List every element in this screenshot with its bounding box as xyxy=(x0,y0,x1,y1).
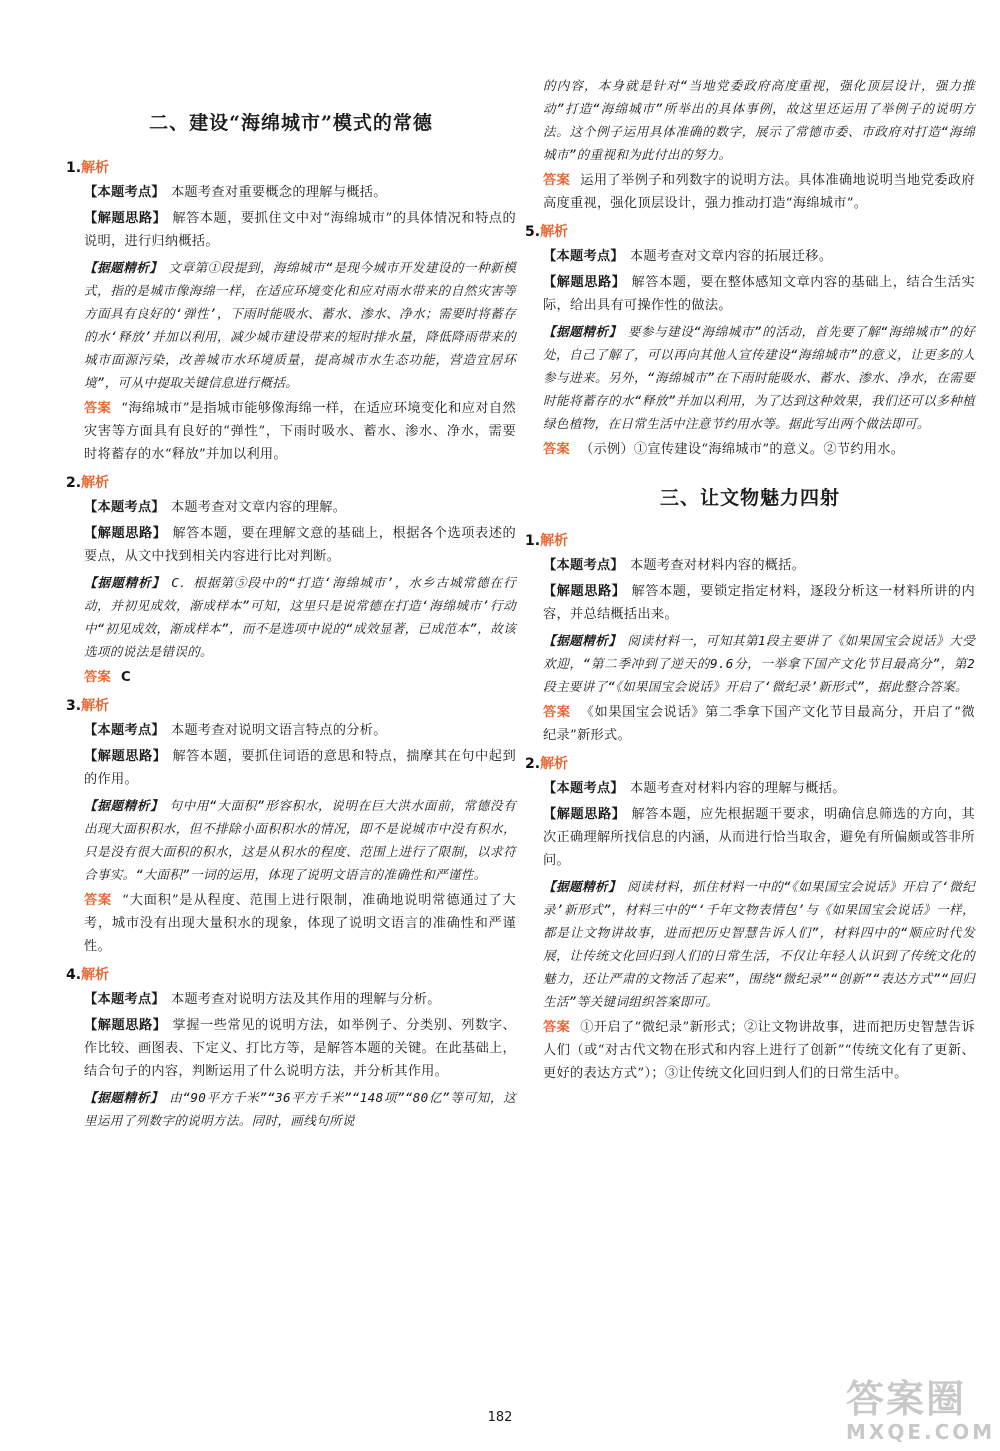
answer-paragraph: 答案 （示例）①宣传建设“海绵城市”的意义。②节约用水。 xyxy=(543,442,905,457)
answer-paragraph: 答案 “海绵城市”是指城市能够像海绵一样，在适应环境变化和应对自然灾害等方面具有良好的“弹性”，下雨时吸水、蓄水、渗水、净水，需要时将蓄存的水“释放”并加以利用。 xyxy=(84,401,516,462)
question-1-header xyxy=(66,157,516,179)
continuation-paragraph: 的内容，本身就是针对“当地党委政府高度重视，强化顶层设计，强力推动”打造“海绵城市”所举出的具体事例，故这里还运用了举例子的说明方法。这个例子运用具体准确的数字，展示了常德市委、市政府对打造“海绵城市”的重视和为此付出的努力。 xyxy=(543,78,975,162)
question-2-header: 2.解析 xyxy=(66,475,110,491)
approach-paragraph: 【解题思路】 解答本题，要在整体感知文章内容的基础上，结合生活实际，给出具有可操作性的做法。 xyxy=(543,275,975,313)
section-title-3: 三、让文物魅力四射 xyxy=(659,487,840,509)
approach-paragraph: 【解题思路】 解答本题，要抓住词语的意思和特点，揣摩其在句中起到的作用。 xyxy=(84,749,516,787)
analysis-paragraph: 【据题精析】 要参与建设“海绵城市”的活动，首先要了解“海绵城市”的好处，自己了解了，可以再向其他人宣传建设“海绵城市”的意义，让更多的人参与进来。另外，“海绵城市”在下雨时能吸水、蓄水、渗水、净水，在需要时能将蓄存的水“释放”并加以利用，为了达到这种效果，我们还可以多种植绿色植物，在日常生活中注意节约用水等。据此写出两个做法即可。 xyxy=(543,324,975,431)
question-number: 1. xyxy=(66,160,82,176)
point-paragraph: 【本题考点】 本题考查对说明方法及其作用的理解与分析。 xyxy=(84,992,441,1007)
analysis-paragraph: 【据题精析】 由“90平方千米”“36平方千米”“148项”“80亿”等可知，这里运用了列数字的说明方法。同时，画线句所说 xyxy=(84,1090,516,1128)
watermark-logo xyxy=(846,1377,996,1447)
answer-paragraph: 答案 ①开启了“微纪录”新形式；②让文物讲故事，进而把历史智慧告诉人们（或“对古代文物在形式和内容上进行了创新”“传统文化有了更新、更好的表达方式”）；③让传统文化回归到人们的日常生活中。 xyxy=(543,1020,975,1081)
point-paragraph: 【本题考点】 本题考查对重要概念的理解与概括。 xyxy=(84,185,387,200)
approach-paragraph: 【解题思路】 解答本题，要抓住文中对“海绵城市”的具体情况和特点的说明，进行归纳概括。 xyxy=(84,211,516,249)
question-4-header: 4.解析 xyxy=(66,967,110,983)
point-paragraph: 【本题考点】 本题考查对文章内容的理解。 xyxy=(84,500,347,515)
question-5-header: 5.解析 xyxy=(525,224,569,240)
point-paragraph: 【本题考点】 本题考查对说明文语言特点的分析。 xyxy=(84,723,387,738)
analysis-paragraph: 【据题精析】 句中用“大面积”形容积水，说明在巨大洪水面前，常德没有出现大面积积水，但不排除小面积积水的情况，即不是说城市中没有积水，只是没有很大面积的积水，这是从积水的程度、范围上进行了限制，以求符合事实。“大面积”一词的运用，体现了说明文语言的准确性和严谨性。 xyxy=(84,798,516,882)
page-number: 182 xyxy=(487,1410,513,1425)
point-paragraph: 【本题考点】 本题考查对材料内容的理解与概括。 xyxy=(543,781,846,796)
watermark-en: MXQE.COM xyxy=(846,1420,996,1444)
point-paragraph: 【本题考点】 本题考查对文章内容的拓展迁移。 xyxy=(543,249,833,264)
approach-paragraph: 【解题思路】 解答本题，要在理解文意的基础上，根据各个选项表述的要点，从文中找到相关内容进行比对判断。 xyxy=(84,526,516,564)
left-column xyxy=(66,0,516,1135)
right-column xyxy=(525,74,975,1088)
approach-paragraph: 【解题思路】 解答本题，应先根据题干要求，明确信息筛选的方向，其次正确理解所找信息的内涵，从而进行恰当取舍，避免有所偏颇或答非所问。 xyxy=(543,807,975,868)
answer-paragraph: 答案 运用了举例子和列数字的说明方法。具体准确地说明当地党委政府高度重视，强化顶层设计，强力推动打造“海绵城市”。 xyxy=(543,173,975,211)
answer-paragraph: 答案 C xyxy=(84,670,131,685)
s3-question-1-header: 1.解析 xyxy=(525,533,569,549)
analysis-paragraph: 【据题精析】 阅读材料一，可知其第1段主要讲了《如果国宝会说话》大受欢迎，“第二季冲到了逆天的9.6分，一举拿下国产文化节目最高分”，第2段主要讲了“《如果国宝会说话》开启了‘微纪录’新形式”，据此整合答案。 xyxy=(543,633,975,694)
analysis-tag: 解析 xyxy=(81,160,110,176)
answer-paragraph: 答案 《如果国宝会说话》第二季拿下国产文化节目最高分，开启了“微纪录”新形式。 xyxy=(543,705,975,743)
analysis-paragraph: 【据题精析】 文章第①段提到，海绵城市“是现今城市开发建设的一种新模式，指的是城市像海绵一样，在适应环境变化和应对雨水带来的自然灾害等方面具有良好的‘弹性’，下雨时能吸水、蓄水、渗水、净水；需要时将蓄存的水‘释放’并加以利用，减少城市建设带来的短时排水量，降低降雨带来的城市面源污染，改善城市水环境质量，提高城市水生态功能，营造宜居环境”，可从中提取关键信息进行概括。 xyxy=(84,260,516,390)
point-paragraph: 【本题考点】 本题考查对材料内容的概括。 xyxy=(543,558,806,573)
watermark-cn: 答案圈 xyxy=(846,1377,967,1421)
analysis-paragraph: 【据题精析】 C．根据第⑤段中的“打造‘海绵城市’，水乡古城常德在行动，并初见成效，渐成样本”可知，这里只是说常德在打造‘海绵城市’行动中“初见成效，渐成样本”，而不是选项中说的“成效显著，已成范本”，故该选项的说法是错误的。 xyxy=(84,575,516,659)
s3-question-2-header: 2.解析 xyxy=(525,756,569,772)
approach-paragraph: 【解题思路】 掌握一些常见的说明方法，如举例子、分类别、列数字、作比较、画图表、下定义、打比方等，是解答本题的关键。在此基础上，结合句子的内容，判断运用了什么说明方法，并分析其作用。 xyxy=(84,1018,516,1079)
answer-paragraph: 答案 “大面积”是从程度、范围上进行限制，准确地说明常德通过了大考，城市没有出现大量积水的现象，体现了说明文语言的准确性和严谨性。 xyxy=(84,893,516,954)
approach-paragraph: 【解题思路】 解答本题，要锁定指定材料，逐段分析这一材料所讲的内容，并总结概括出来。 xyxy=(543,584,975,622)
section-title-2: 二、建设“海绵城市”模式的常德 xyxy=(149,112,433,134)
analysis-paragraph: 【据题精析】 阅读材料，抓住材料一中的“《如果国宝会说话》开启了‘微纪录’新形式”，材料三中的“‘千年文物表情包’与《如果国宝会说话》一样，都是让文物讲故事，进而把历史智慧告诉人们”，材料四中的“顺应时代发展，让传统文化回归到人们的日常生活，不仅让年轻人认识到了传统文化的魅力，还让严肃的文物活了起来”，围绕“微纪录”“创新”“表达方式”“回归生活”等关键词组织答案即可。 xyxy=(543,879,975,1009)
question-3-header: 3.解析 xyxy=(66,698,110,714)
